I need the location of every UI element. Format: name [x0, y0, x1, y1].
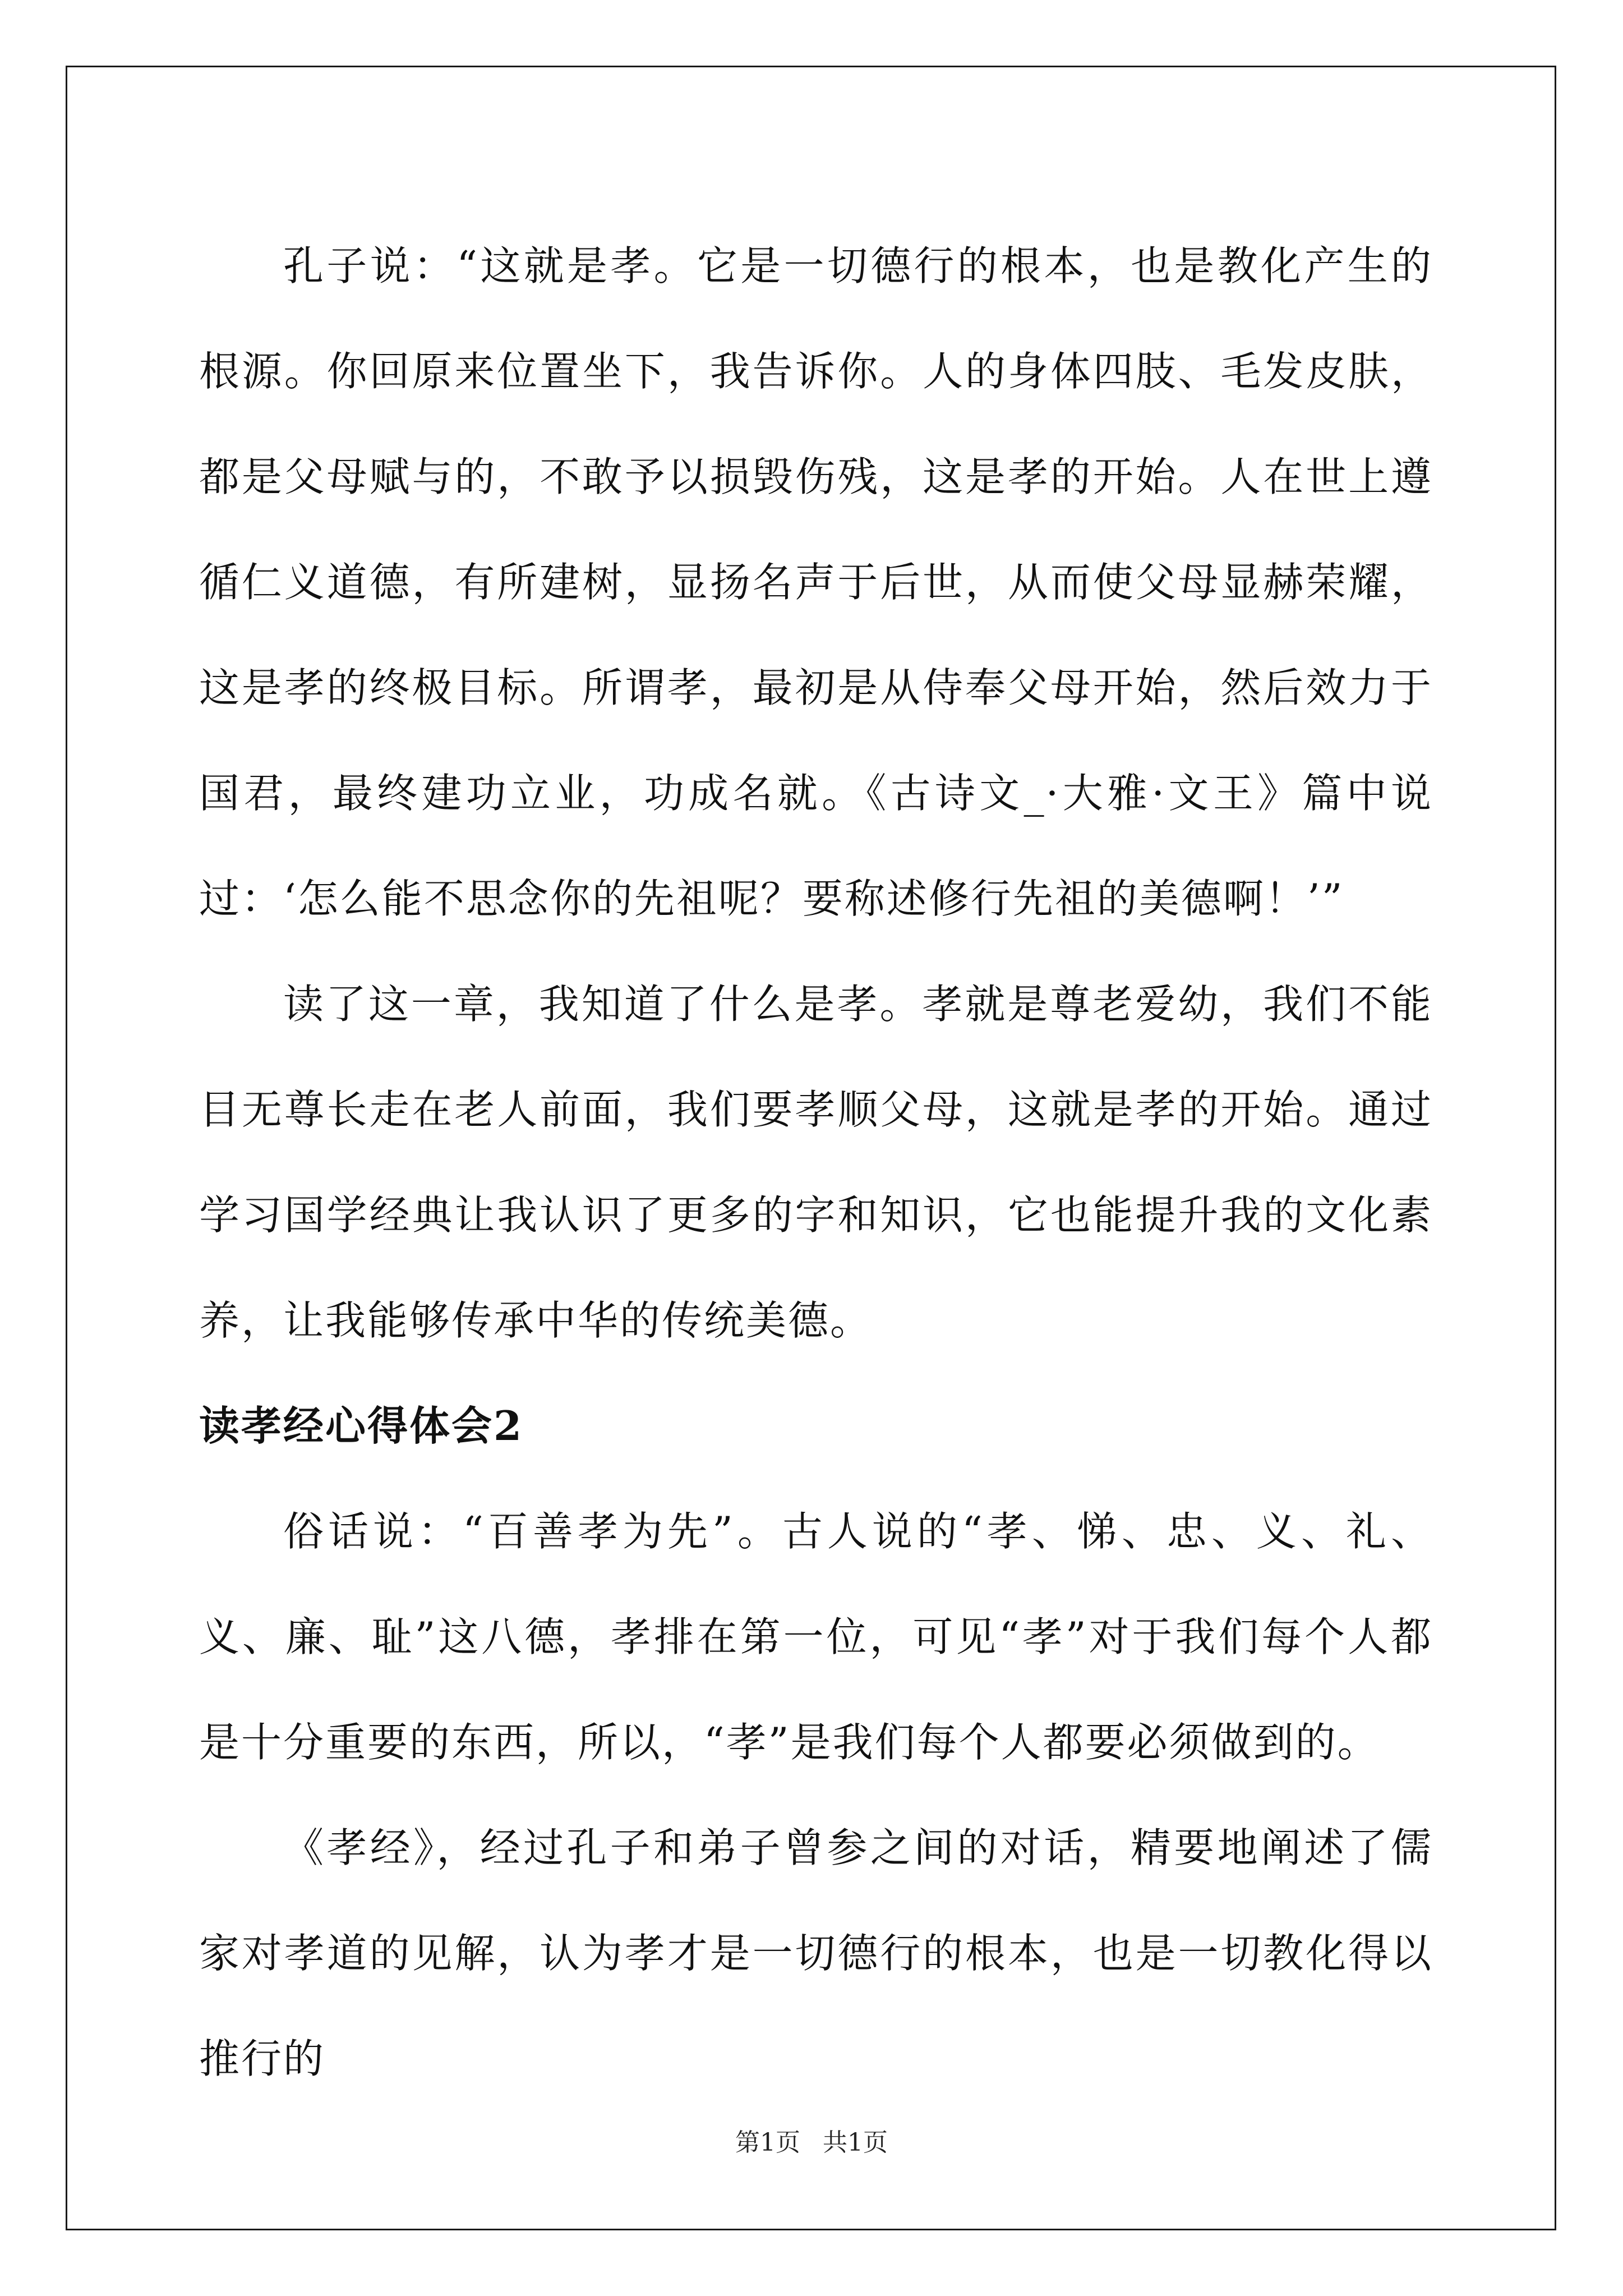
page-footer [0, 2126, 1623, 2160]
paragraph-4: 《孝经》，经过孔子和弟子曾参之间的对话，精要地阐述了儒家对孝道的见解，认为孝才是一切德行的根本，也是一切教化得以推行的 [199, 1824, 1433, 2082]
page-number: 第1页 [735, 2128, 800, 2157]
document-body [199, 213, 1433, 2111]
paragraph-2: 读了这一章，我知道了什么是孝。孝就是尊老爱幼，我们不能目无尊长走在老人前面，我们要孝顺父母，这就是孝的开始。通过学习国学经典让我认识了更多的字和知识，它也能提升我的文化素养，让我能够传承中华的传统美德。 [199, 981, 1433, 1344]
page-total: 共1页 [823, 2128, 888, 2157]
paragraph-1: 孔子说：“这就是孝。它是一切德行的根本，也是教化产生的根源。你回原来位置坐下，我告诉你。人的身体四肢、毛发皮肤，都是父母赋与的，不敢予以损毁伤残，这是孝的开始。人在世上遵循仁义道德，有所建树，显扬名声于后世，从而使父母显赫荣耀，这是孝的终极目标。所谓孝，最初是从侍奉父母开始，然后效力于国君，最终建功立业，功成名就。《古诗文_·大雅·文王》篇中说过：‘怎么能不思念你的先祖呢？要称述修行先祖的美德啊！’” [199, 242, 1433, 922]
paragraph-3: 俗话说：“百善孝为先”。古人说的“孝、悌、忠、义、礼、义、廉、耻”这八德，孝排在第一位，可见“孝”对于我们每个人都是十分重要的东西，所以，“孝”是我们每个人都要必须做到的。 [199, 1508, 1433, 1766]
section-heading: 读孝经心得体会2 [199, 1402, 524, 1450]
